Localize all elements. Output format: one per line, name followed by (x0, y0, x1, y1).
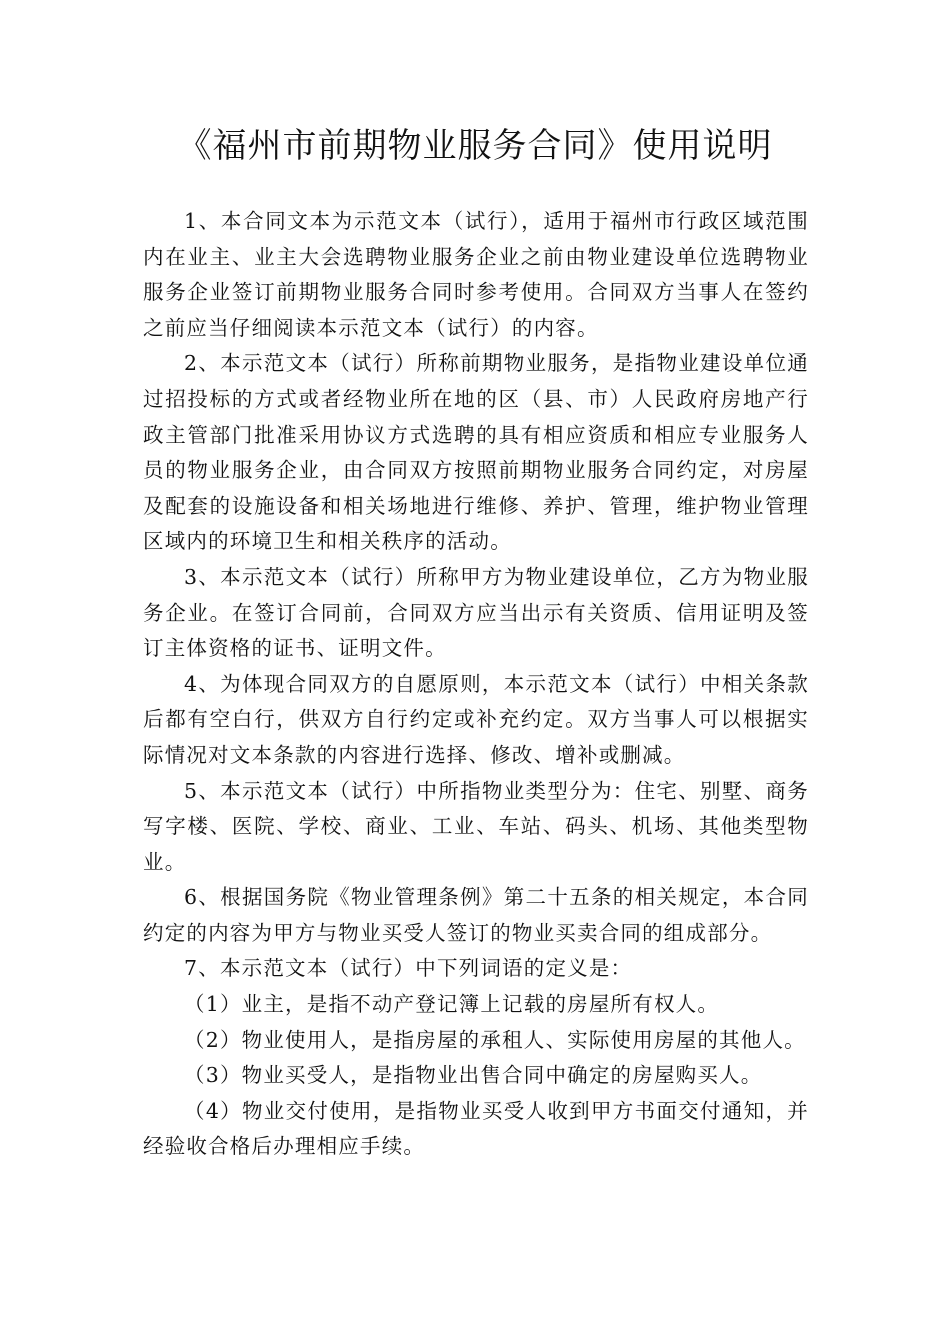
page-title: 《福州市前期物业服务合同》使用说明 (177, 126, 773, 166)
definition-property-buyer: （3）物业买受人，是指物业出售合同中确定的房屋购买人。 (184, 1063, 763, 1088)
paragraph-4: 4、为体现合同双方的自愿原则，本示范文本（试行）中相关条款后都有空白行，供双方自行约定或补充约定。双方当事人可以根据实际情况对文本条款的内容进行选择、修改、增补或删减。 (143, 671, 809, 767)
document-body (143, 204, 809, 1165)
paragraph-2: 2、本示范文本（试行）所称前期物业服务，是指物业建设单位通过招投标的方式或者经物业所在地的区（县、市）人民政府房地产行政主管部门批准采用协议方式选聘的具有相应资质和相应专业服务人员的物业服务企业，由合同双方按照前期物业服务合同约定，对房屋及配套的设施设备和相关场地进行维修、养护、管理，维护物业管理区域内的环境卫生和相关秩序的活动。 (143, 351, 809, 554)
paragraph-7: 7、本示范文本（试行）中下列词语的定义是： (184, 956, 633, 981)
definition-owner: （1）业主，是指不动产登记簿上记载的房屋所有权人。 (184, 992, 720, 1017)
paragraph-3: 3、本示范文本（试行）所称甲方为物业建设单位，乙方为物业服务企业。在签订合同前，合同双方应当出示有关资质、信用证明及签订主体资格的证书、证明文件。 (143, 564, 809, 661)
paragraph-6: 6、根据国务院《物业管理条例》第二十五条的相关规定，本合同约定的内容为甲方与物业买受人签订的物业买卖合同的组成部分。 (143, 885, 809, 945)
paragraph-1: 1、本合同文本为示范文本（试行），适用于福州市行政区域范围内在业主、业主大会选聘物业服务企业之前由物业建设单位选聘物业服务企业签订前期物业服务合同时参考使用。合同双方当事人在签约之前应当仔细阅读本示范文本（试行）的内容。 (143, 209, 809, 340)
definition-property-user: （2）物业使用人，是指房屋的承租人、实际使用房屋的其他人。 (184, 1027, 806, 1052)
definition-property-delivery: （4）物业交付使用，是指物业买受人收到甲方书面交付通知，并经验收合格后办理相应手续。 (143, 1098, 809, 1159)
paragraph-5: 5、本示范文本（试行）中所指物业类型分为：住宅、别墅、商务写字楼、医院、学校、商业、工业、车站、码头、机场、其他类型物业。 (143, 778, 809, 874)
